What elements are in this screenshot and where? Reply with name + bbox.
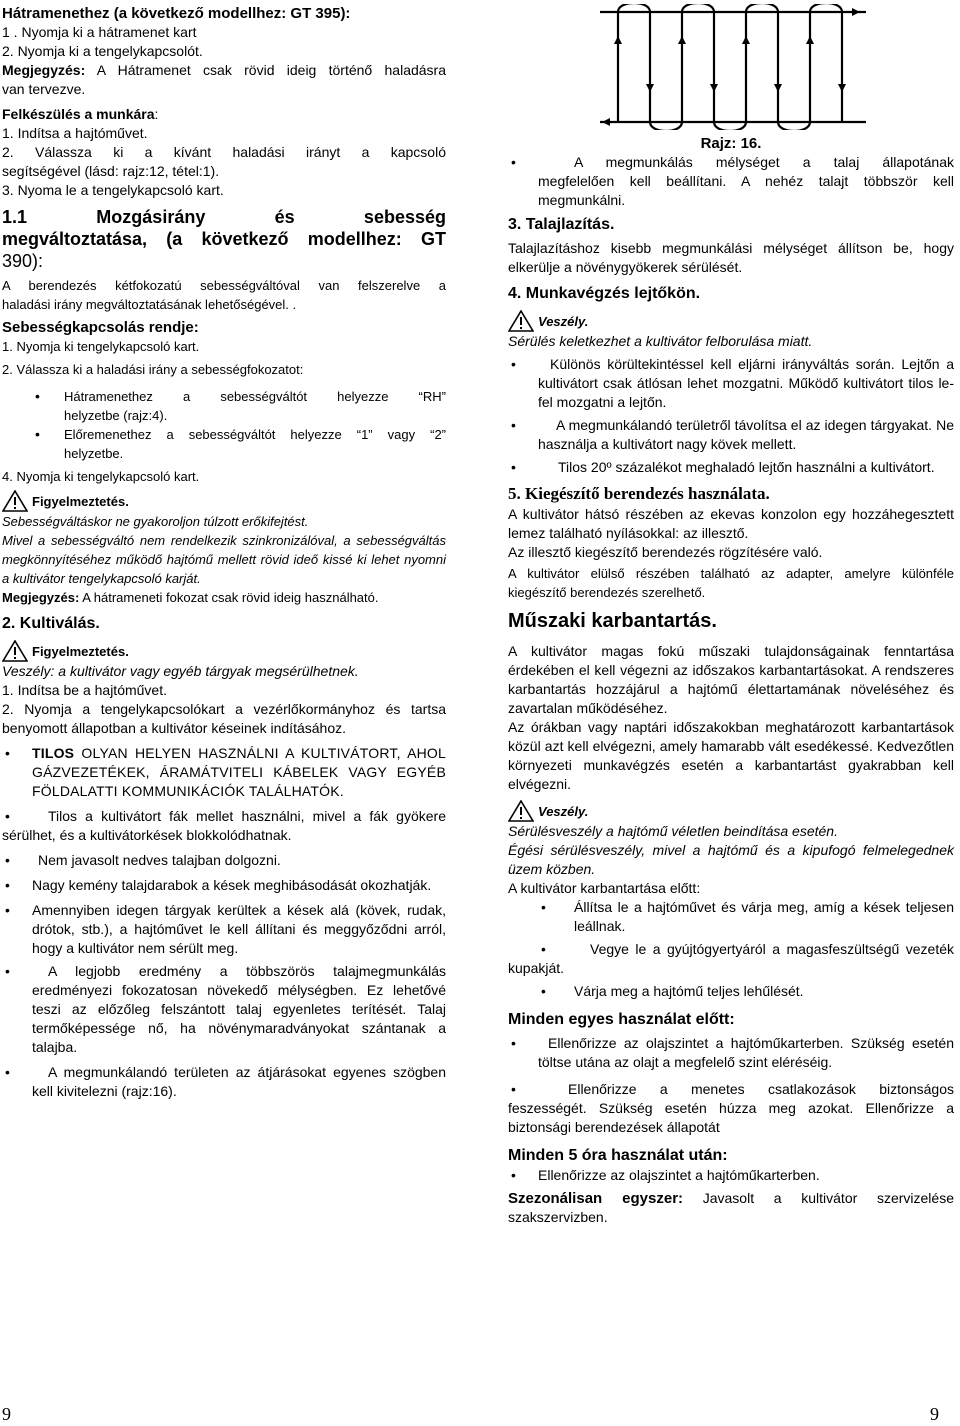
bullet-before-2 [508,940,954,978]
bullet-each-2 [508,1080,954,1137]
danger-title: Veszély. [538,803,589,819]
warning-triangle-icon [2,490,28,512]
tilos-bold: TILOS [32,745,75,761]
before-1-text: Állítsa le a hajtóművet és várja meg, amíg a kések teljesen leállnak. [574,899,954,934]
slope-3-text: Tilos 20º százalékot meghaladó lejtőn használni a kultivátort. [558,459,935,475]
gear-heading: Sebességkapcsolás rendje: [2,319,199,336]
best-text: A legjobb eredmény a többszörös talajmegmunkálás eredményezi fokozatosan növekedő mélységben. Ez lehetővé teszi az előzőleg felszántott talaj egyenletes terítését. Talaj termőképessége nő, ha növénymaradványokat szántanak a talajba. [32,963,446,1055]
gear-bullet-1-text: Hátramenethez a sebességváltót helyezze “RH” [64,389,446,404]
foreign-text: Amennyiben idegen tárgyak kerültek a kések alá (kövek, rudak, drótok, stb.), a hajtóművet le kell állítani és meggyőződni arról, hogy a kultivátor nem sérült meg. [32,902,446,956]
gear-bullet-1 [2,387,446,406]
each-1-text: Ellenőrizze az olajszintet a hajtóműkarterben. Szükség esetén töltse utána az olajt a megfelelő szint eléréséig. [538,1035,954,1070]
path-line [778,122,810,130]
section-2-title: 2. Kultiválás. [2,615,100,632]
gear-bullet-1-cont: helyzetbe (rajz:4). [64,408,168,423]
gear-step-1: 1. Nyomja ki tengelykapcsoló kart. [2,339,200,354]
warning-block-2 [2,640,446,662]
bullet-slope-3 [508,458,954,477]
bullet-depth [508,153,954,172]
section-1-1-title: 1.1 Mozgásirány és sebesség [2,207,446,227]
arrow-head [838,84,846,92]
depth-text-1: A megmunkálás mélységet a talaj állapotának [574,154,954,170]
right-column [508,4,954,1227]
prep-step-1: 1. Indítsa a hajtóművet. [2,125,148,141]
bullet-each-1 [508,1034,954,1072]
path-line [810,4,842,12]
note-label: Megjegyzés: [2,62,86,78]
prep-colon: : [154,106,159,122]
bullet-before-1 [508,898,954,936]
path-line [714,122,746,130]
prep-title: Felkészülés a munkára [2,106,155,122]
arrow-head [852,8,860,16]
arrow-head [646,84,654,92]
section-1-1-body-2: haladási irány megváltoztatásának lehetőségével. . [2,297,297,312]
warning-1-body: Mivel a sebességváltó nem rendelkezik szinkronizálóval, a sebességváltás megkönnyítéséhez működő hajtómű mellett rövid ideő kissé ki lehet nyomni a kultivátor tengelykapcsoló karját. [2,533,446,586]
bullet-icon: • [5,963,10,979]
section-5-p1: A kultivátor hátsó részében az ekevas konzolon egy hozzáhegesztett lemez található nyílásokkal: az illesztő. [508,506,954,541]
path-line [682,4,714,12]
bullet-best [2,962,446,1057]
section-1-1-title-3: 390): [2,251,44,271]
section-5-title: 5. Kiegészítő berendezés használata. [508,484,770,503]
note-1-cont: van tervezve. [2,81,86,97]
danger-block-1 [508,310,954,332]
bullet-icon: • [5,1064,10,1080]
wet-text: Nem javasolt nedves talajban dolgozni. [38,852,281,868]
warning-triangle-icon [2,640,28,662]
after-5h-title: Minden 5 óra használat után: [508,1147,728,1164]
arrow-head [774,84,782,92]
seasonal-label: Szezonálisan egyszer: [508,1190,684,1207]
arrow-head [742,36,750,44]
before-3-text: Várja meg a hajtómű teljes lehűlését. [574,983,804,999]
warning-block-1 [2,490,446,512]
maintenance-p1: A kultivátor magas fokú műszaki tulajdonságainak fenntartása érdekében el kell végezni az időszakos karbantartásokat. A rendszeres karbantartás hozzájárul a hajtómű élettartamának növeléséhez és zavartalan működéséhez. [508,643,954,716]
arrow-head [710,84,718,92]
arrow-head [614,36,622,44]
gear-bullet-2-cont: helyzetbe. [64,446,124,461]
bullet-icon: • [5,852,10,868]
prep-heading [2,105,446,124]
bullet-before-3 [508,982,954,1001]
bullet-slope-1 [508,355,954,412]
prep-step-2: 2. Válassza ki a kívánt haladási irányt a kapcsoló [2,144,446,160]
section-3-title: 3. Talajlazítás. [508,216,615,233]
warning-title: Figyelmeztetés. [32,643,129,659]
bullet-trees [2,807,446,845]
bullet-hard [2,876,446,895]
bullet-icon: • [511,417,516,433]
depth-text-2: megfelelően kell beállítani. A nehéz talajt többször kell megmunkálni. [538,173,954,208]
section-1-1-body: A berendezés kétfokozatú sebességváltóval van felszerelve a [2,278,446,293]
warning-2-text: Veszély: a kultivátor vagy egyéb tárgyak megsérülhetnek. [2,663,359,679]
bullet-icon: • [35,388,40,404]
warning-1-text: Sebességváltáskor ne gyakoroljon túlzott erőkifejtést. [2,514,309,529]
prep-step-3: 3. Nyoma le a tengelykapcsoló kart. [2,182,224,198]
bullet-tilos [2,744,446,801]
danger-1-text: Sérülés keletkezhet a kultivátor felborulása miatt. [508,333,813,349]
note-2 [2,588,446,607]
arrow-head [602,118,610,126]
danger-2-text-2: Égési sérülésveszély, mivel a hajtómű és a kipufogó felmelegednek üzem közben. [508,842,954,877]
trees-text: Tilos a kultivátort fák mellet használni, mivel a fák gyökere sérülhet, és a kultivátorkések blokkolódhatnak. [2,808,446,843]
seasonal-paragraph [508,1189,954,1227]
arrow-head [678,36,686,44]
warning-triangle-icon [508,310,534,332]
reverse-step-1: 1 . Nyomja ki a hátramenet kart [2,24,197,40]
note-text: A Hátramenet csak rövid ideig történő haladásra [85,62,446,78]
tilos-text: OLYAN HELYEN HASZNÁLNI A KULTIVÁTORT, AHOL GÁZVEZETÉKEK, ÁRAMÁTVITELI KÁBELEK VAGY EGYÉB FÖLDALATTI KOMMUNIKÁCIÓK TALÁLHATÓK. [32,745,446,799]
maintenance-p2: Az órákban vagy naptári időszakokban meghatározott karbantartások közül azt kell elvégezni, amely hamarabb vált esedékessé. Kedvezőtlen környezeti munkavégzés esetén a karbantartást gyakrabban kell elvégezni. [508,719,954,792]
bullet-icon: • [511,1035,516,1051]
section-4-title: 4. Munkavégzés lejtőkön. [508,285,701,302]
cult-step-2: 2. Nyomja a tengelykapcsolókart a vezérlőkormányhoz és tartsa benyomott állapotban a kultivátor késeinek indításához. [2,701,446,736]
bullet-foreign [2,901,446,958]
before-each-use-title: Minden egyes használat előtt: [508,1011,735,1028]
section-5-p3: A kultivátor elülső részében található az adapter, amelyre különféle kiegészítő berendezés szerelhető. [508,566,954,600]
danger-block-2 [508,800,954,822]
bullet-area [2,1063,446,1101]
bullet-icon: • [511,1167,516,1183]
cult-step-1: 1. Indítsa be a hajtóművet. [2,682,167,698]
gear-bullet-2 [2,425,446,444]
page-number-left: 9 [2,1404,11,1424]
bullet-icon: • [5,808,10,824]
warning-title: Figyelmeztetés. [32,493,129,509]
danger-2-text-1: Sérülésveszély a hajtómű véletlen beindítása esetén. [508,823,838,839]
bullet-icon: • [35,426,40,442]
bullet-icon: • [541,899,546,915]
gear-step-4: 4. Nyomja ki tengelykapcsoló kart. [2,469,200,484]
each-2-text: Ellenőrizze a menetes csatlakozások biztonságos feszességét. Szükség esetén húzza meg azokat. Ellenőrizze a biztonsági berendezések állapotát [508,1081,954,1135]
hard-text: Nagy kemény talajdarabok a kések meghibásodását okozhatják. [32,877,432,893]
bullet-icon: • [5,745,11,761]
left-column [2,4,446,1101]
bullet-icon: • [5,902,10,918]
seasonal-text: Javasolt a kultivátor szervizelése szakszervizben. [508,1190,954,1225]
danger-title: Veszély. [538,313,589,329]
slope-2-text: A megmunkálandó területről távolítsa el az idegen tárgyakat. Ne használja a kultivátort nagy kövek mellett. [538,417,954,452]
bullet-icon: • [511,1081,516,1097]
note-1 [2,61,446,80]
maintenance-title: Műszaki karbantartás. [508,610,717,632]
section-5-p2: Az illesztő kiegészítő berendezés rögzítésére való. [508,544,823,560]
bullet-icon: • [541,983,546,999]
page-number-right: 9 [930,1404,939,1424]
path-line [618,4,650,12]
bullet-wet [2,851,446,870]
reverse-step-2: 2. Nyomja ki a tengelykapcsolót. [2,43,203,59]
figure-caption: Rajz: 16. [700,135,762,152]
note-2-label: Megjegyzés: [2,590,80,605]
note-2-text: A hátrameneti fokozat csak rövid ideig használható. [79,590,379,605]
prep-step-2-cont: segítségével (lásd: rajz:12, tétel:1). [2,163,220,179]
path-line [650,122,682,130]
after-5h-text: Ellenőrizze az olajszintet a hajtóműkarterben. [538,1167,820,1183]
before-2-text: Vegye le a gyújtógyertyáról a magasfeszültségű vezeték kupakját. [508,941,954,976]
warning-triangle-icon [508,800,534,822]
bullet-icon: • [511,356,516,372]
cultivation-path-diagram [588,4,878,130]
area-text: A megmunkálandó területen az átjárásokat egyenes szögben kell kivitelezni (rajz:16). [32,1064,446,1099]
bullet-5h-1 [508,1166,954,1185]
bullet-slope-2 [508,416,954,454]
section-1-1-title-2: megváltoztatása, (a következő modellhez: GT [2,229,446,249]
path-line [746,4,778,12]
arrow-head [806,36,814,44]
bullet-icon: • [541,941,546,957]
bullet-icon: • [511,154,516,170]
slope-1-text: Különös körültekintéssel kell eljárni irányváltás során. Lejtőn a kultivátort csak átlósan lehet mozgatni. Működő kultivátort tilos le-fel mozgatni a lejtőn. [538,356,954,410]
bullet-icon: • [511,459,516,475]
gear-bullet-2-text: Előremenethez a sebességváltót helyezze “1” vagy “2” [64,427,446,442]
bullet-icon: • [5,877,10,893]
before-maint-title: A kultivátor karbantartása előtt: [508,880,701,896]
reverse-heading: Hátramenethez (a következő modellhez: GT 395): [2,5,351,22]
section-3-body: Talajlazításhoz kisebb megmunkálási mélységet állítson be, hogy elkerülje a növénygyökerek sérülését. [508,240,954,275]
gear-step-2: 2. Válassza ki a haladási irány a sebességfokozatot: [2,362,304,377]
